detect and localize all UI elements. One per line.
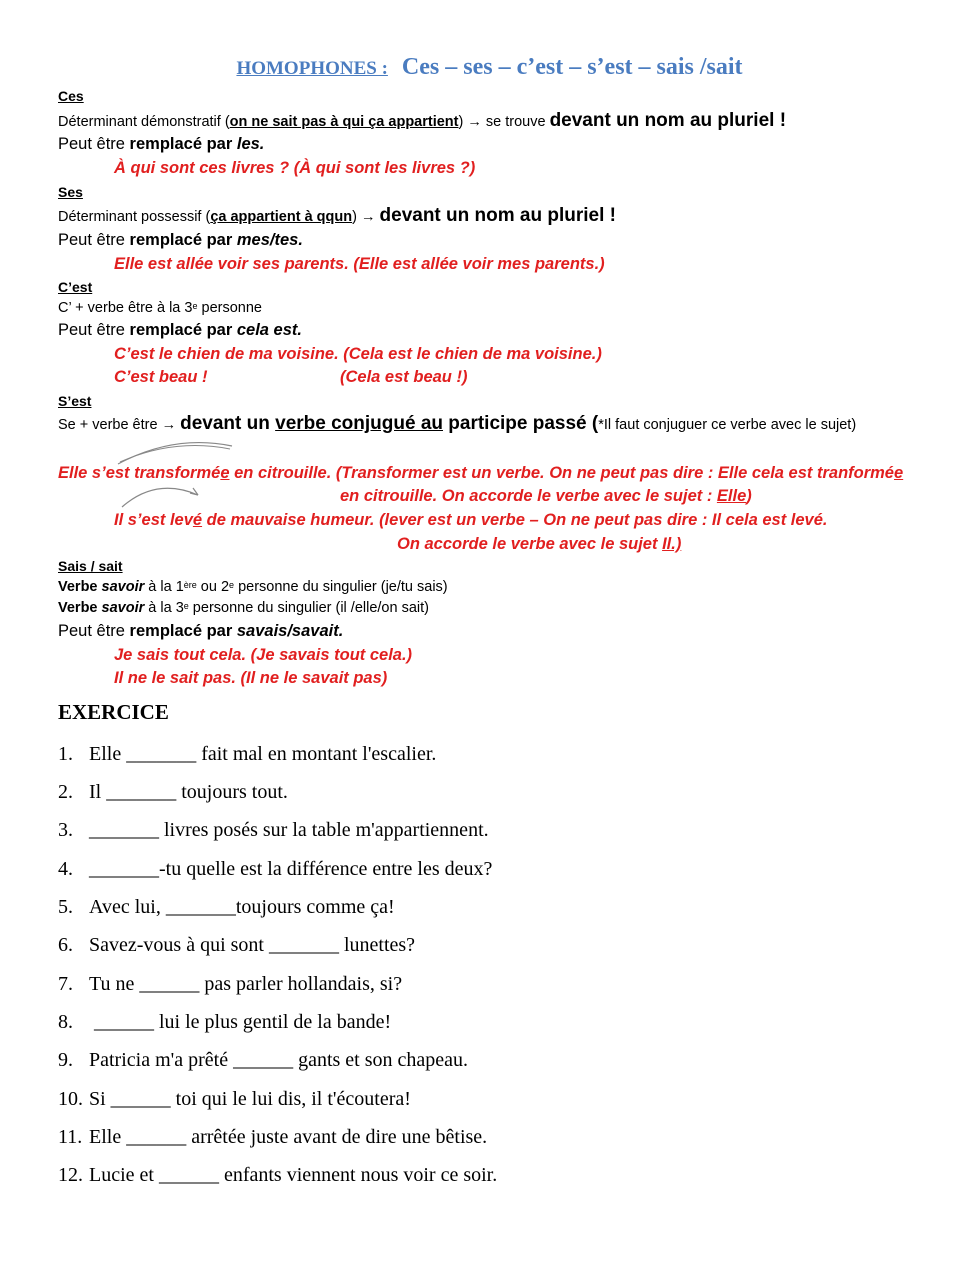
cest-example-1: C’est le chien de ma voisine. (Cela est le chien de ma voisine.) xyxy=(114,345,602,363)
sais-definition-2: Verbe savoir à la 3e personne du singulier (il /elle/on sait) xyxy=(58,600,429,616)
ses-definition: Déterminant possessif (ça appartient à qqun) → devant un nom au pluriel ! xyxy=(58,205,616,226)
section-heading-ces: Ces xyxy=(58,88,84,104)
cest-example-2b: (Cela est beau !) xyxy=(340,368,468,386)
sest-example-2: Il s’est levé de mauvaise humeur. (lever est un verbe – On ne peut pas dire : Il cela est levé. xyxy=(114,511,828,529)
cest-example-2a: C’est beau ! xyxy=(114,368,208,386)
exercise-item: 7. Tu ne ______ pas parler hollandais, si? xyxy=(58,973,403,995)
sais-example-2: Il ne le sait pas. (Il ne le savait pas) xyxy=(114,669,388,687)
sest-example-1-cont: en citrouille. On accorde le verbe avec le sujet : Elle) xyxy=(340,487,752,505)
exercise-item: 10. Si ______ toi qui le lui dis, il t'écoutera! xyxy=(58,1088,411,1110)
ces-replacement: Peut être remplacé par les. xyxy=(58,135,265,153)
sais-replacement: Peut être remplacé par savais/savait. xyxy=(58,622,344,640)
exercise-item: 6. Savez-vous à qui sont _______ lunettes? xyxy=(58,934,416,956)
curved-arrow-icon xyxy=(116,483,206,511)
sest-example-2-cont: On accorde le verbe avec le sujet Il.) xyxy=(397,535,682,553)
ses-replacement: Peut être remplacé par mes/tes. xyxy=(58,231,303,249)
ses-example: Elle est allée voir ses parents. (Elle est allée voir mes parents.) xyxy=(114,255,605,273)
sais-example-1: Je sais tout cela. (Je savais tout cela.) xyxy=(114,646,413,664)
sest-definition: Se + verbe être → devant un verbe conjugué au participe passé (*Il faut conjuguer ce verbe avec le sujet) xyxy=(58,413,857,434)
exercise-item: 3. _______ livres posés sur la table m'appartiennent. xyxy=(58,819,489,841)
exercise-item: 11. Elle ______ arrêtée juste avant de dire une bêtise. xyxy=(58,1126,488,1148)
title-words: Ces – ses – c’est – s’est – sais /sait xyxy=(401,54,743,80)
section-heading-cest: C’est xyxy=(58,279,93,295)
exercise-item: 12. Lucie et ______ enfants viennent nous voir ce soir. xyxy=(58,1164,498,1186)
exercise-item: 8. ______ lui le plus gentil de la bande! xyxy=(58,1011,392,1033)
cest-definition: C’ + verbe être à la 3e personne xyxy=(58,300,262,316)
sest-example-1: Elle s’est transformée en citrouille. (Transformer est un verbe. On ne peut pas dire : Elle cela est tranformée xyxy=(58,464,904,482)
exercise-item: 4. _______-tu quelle est la différence entre les deux? xyxy=(58,858,493,880)
exercise-item: 9. Patricia m'a prêté ______ gants et son chapeau. xyxy=(58,1049,469,1071)
sais-definition-1: Verbe savoir à la 1ère ou 2e personne du singulier (je/tu sais) xyxy=(58,579,448,595)
title-label: HOMOPHONES : xyxy=(236,58,388,79)
exercise-item: 5. Avec lui, _______toujours comme ça! xyxy=(58,896,395,918)
ces-definition: Déterminant démonstratif (on ne sait pas à qui ça appartient) → se trouve devant un nom au pluriel ! xyxy=(58,110,787,131)
exercise-item: 1. Elle _______ fait mal en montant l'escalier. xyxy=(58,743,437,765)
section-heading-ses: Ses xyxy=(58,184,83,200)
exercise-item: 2. Il _______ toujours tout. xyxy=(58,781,288,803)
page-title xyxy=(0,54,979,81)
section-heading-sais: Sais / sait xyxy=(58,558,123,574)
ces-example: À qui sont ces livres ? (À qui sont les livres ?) xyxy=(114,159,476,177)
cest-replacement: Peut être remplacé par cela est. xyxy=(58,321,302,339)
section-heading-sest: S’est xyxy=(58,393,92,409)
exercise-title: EXERCICE xyxy=(58,700,169,724)
